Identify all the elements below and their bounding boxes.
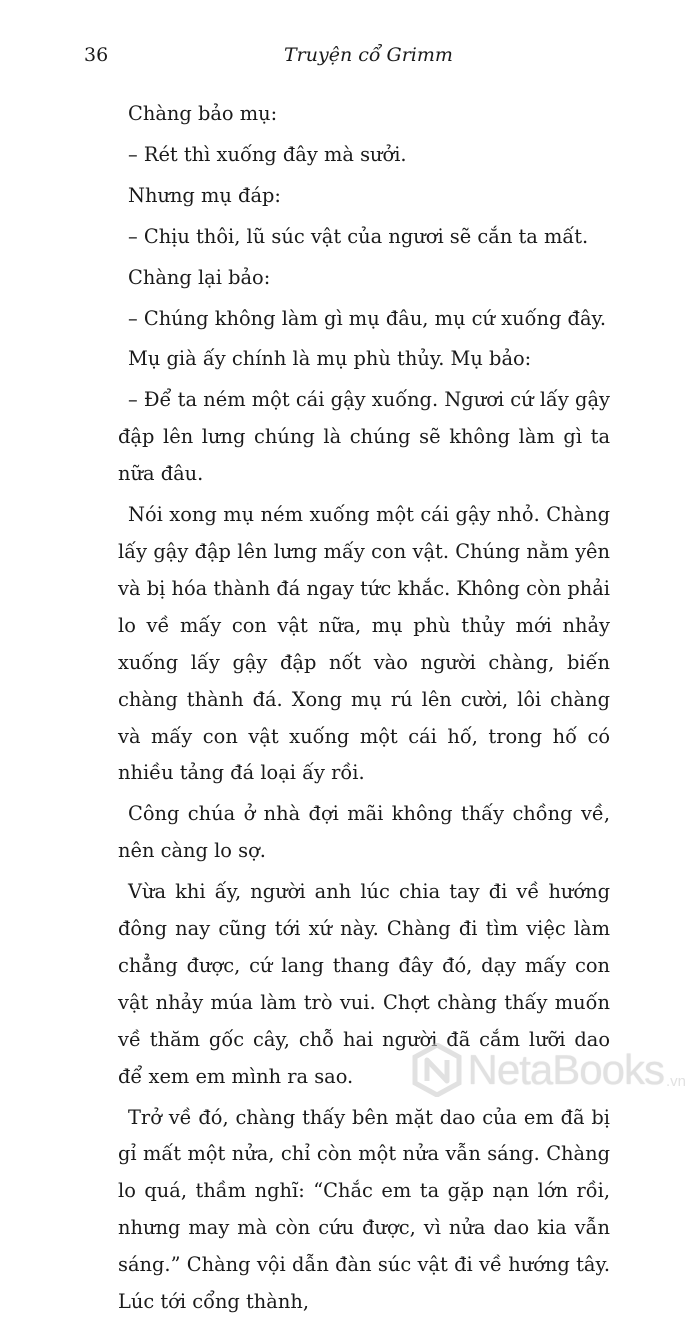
body-text — [118, 96, 610, 1321]
paragraph: Nói xong mụ ném xuống một cái gậy nhỏ. Chàng lấy gậy đập lên lưng mấy con vật. Chúng nằm yên và bị hóa thành đá ngay tức khắc. Không còn phải lo về mấy con vật nữa, mụ phù thủy mới nhảy xuống lấy gậy đập nốt vào người chàng, biến chàng thành đá. Xong mụ rú lên cười, lôi chàng và mấy con vật xuống một cái hố, trong hố có nhiều tảng đá loại ấy rồi. — [118, 503, 610, 785]
paragraph: Công chúa ở nhà đợi mãi không thấy chồng về, nên càng lo sợ. — [118, 802, 610, 863]
paragraph: – Để ta ném một cái gậy xuống. Ngươi cứ lấy gậy đập lên lưng chúng là chúng sẽ không làm gì ta nữa đâu. — [118, 388, 610, 486]
paragraph: Chàng lại bảo: — [128, 265, 271, 289]
paragraph: Vừa khi ấy, người anh lúc chia tay đi về hướng đông nay cũng tới xứ này. Chàng đi tìm việc làm chẳng được, cứ lang thang đây đó, dạy mấy con vật nhảy múa làm trò vui. Chợt chàng thấy muốn về thăm gốc cây, chỗ hai người đã cắm lưỡi dao để xem em mình ra sao. — [118, 880, 610, 1088]
watermark-text: NetaBooks — [467, 1046, 664, 1093]
paragraph: Mụ già ấy chính là mụ phù thủy. Mụ bảo: — [128, 347, 532, 371]
paragraph: – Chúng không làm gì mụ đâu, mụ cứ xuống đây. — [128, 306, 607, 330]
netabooks-n-logo-icon — [412, 1043, 462, 1097]
paragraph: Chàng bảo mụ: — [128, 102, 278, 125]
page-header — [84, 44, 614, 74]
page-number: 36 — [84, 44, 109, 66]
paragraph: – Chịu thôi, lũ súc vật của ngươi sẽ cắn ta mất. — [128, 224, 589, 248]
watermark — [412, 1040, 686, 1100]
paragraph: Trở về đó, chàng thấy bên mặt dao của em đã bị gỉ mất một nửa, chỉ còn một nửa vẫn sáng. Chàng lo quá, thầm nghĩ: “Chắc em ta gặp nạn lớn rồi, nhưng may mà còn cứu được, vì nửa dao kia vẫn sáng.” Chàng vội dẫn đàn súc vật đi về hướng tây. Lúc tới cổng thành, — [118, 1105, 610, 1314]
running-title: Truyện cổ Grimm — [284, 44, 453, 66]
watermark-suffix: .vn — [665, 1073, 686, 1090]
paragraph: – Rét thì xuống đây mà sưởi. — [128, 142, 407, 166]
paragraph: Nhưng mụ đáp: — [128, 183, 281, 207]
